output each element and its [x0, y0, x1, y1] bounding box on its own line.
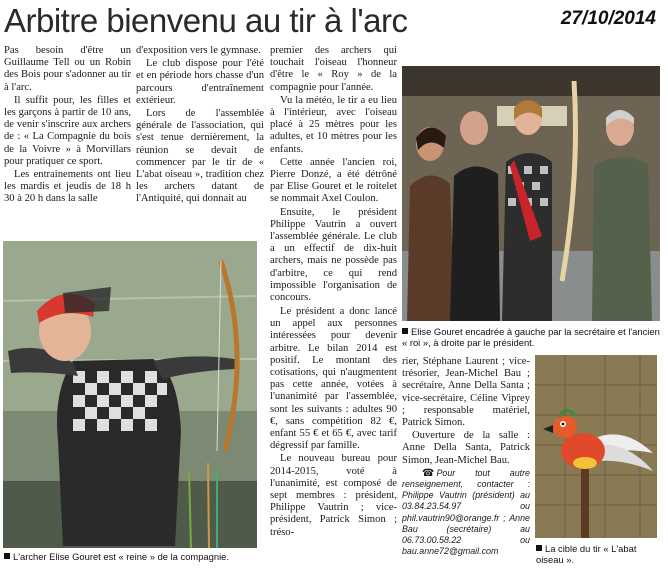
square-bullet-icon: [4, 553, 10, 559]
contact-info: [402, 468, 530, 558]
photo-caption-target: [536, 543, 658, 565]
paragraph: d'exposition vers le gymnase.: [136, 45, 261, 56]
caption-text: L'archer Elise Gouret est « reine » de la compagnie.: [13, 551, 229, 562]
photo-caption-group: [402, 326, 660, 348]
square-bullet-icon: [402, 328, 408, 334]
paragraph: Ouverture de la salle : Anne Della Santa, Patrick Simon, Jean-Michel Bau.: [402, 430, 530, 466]
caption-text: Elise Gouret encadrée à gauche par la secrétaire et l'ancien « roi », à droite par le président.: [402, 326, 660, 348]
paragraph: Pas besoin d'être un Guillaume Tell ou un Robin des Bois pour s'adonner au tir à l'arc.: [4, 45, 131, 93]
photo-caption-archer: [4, 551, 258, 562]
article-column-3: [270, 45, 397, 305]
paragraph: Le nouveau bureau pour 2014-2015, voté à l'unanimité, est composé de sept membres : président, Philippe Vautrin ; vice-président, Patrick Simon ; tréso-: [270, 453, 397, 538]
paragraph: Le club dispose pour l'été et en période hors chasse d'un parcours d'entraînement extérieur.: [136, 58, 264, 106]
article-column-4: [402, 356, 530, 558]
paragraph: Ensuite, le président Philippe Vautrin a ouvert l'assemblée générale. Le club a un effectif de dix-huit archers, mais ne possède pas d'arbitre, ce qui rend impossible l'organisation de concours.: [270, 206, 397, 304]
paragraph: Il suffit pour, les filles et les garçons à partir de 10 ans, de venir s'inscrire aux archers de : « La Compagnie du bois de la Voivre » à Morvillars pour pratiquer ce sport.: [4, 94, 131, 167]
paragraph: Lors de l'assemblée générale de l'association, qui s'est tenue dernièrement, la réunion se devait de commencer par le tir de « L'abat oiseau », tradition chez les archers datant de l'Antiquité, qui donnait au: [136, 108, 264, 205]
phone-icon: ☎: [422, 467, 435, 479]
caption-text: La cible du tir « L'abat oiseau ».: [536, 543, 637, 565]
article-column-2: [136, 45, 264, 207]
article-headline: Arbitre bienvenu au tir à l'arc: [4, 2, 408, 39]
paragraph: premier des archers qui touchait l'oiseau l'honneur d'être le « Roy » de la compagnie pour l'année.: [270, 45, 397, 93]
article-column-3-continued: [270, 306, 397, 540]
paragraph: Vu la météo, le tir a eu lieu à l'intérieur, avec l'oiseau placé à 25 mètres pour les adultes, et 10 mètres pour les enfants.: [270, 94, 397, 155]
photo-archer-elise: [3, 241, 257, 548]
square-bullet-icon: [536, 545, 542, 551]
paragraph: Les entrainements ont lieu les mardis et jeudis de 18 h 30 à 20 h dans la salle: [4, 169, 131, 205]
publication-date: 27/10/2014: [560, 8, 656, 29]
article-column-1: [4, 45, 131, 207]
paragraph: rier, Stéphane Laurent ; vice-trésorier, Jean-Michel Bau ; secrétaire, Anne Della Santa ; vice-secrétaire, Céline Viprey ; responsable matériel, Patrick Simon.: [402, 356, 530, 429]
photo-bird-target: [535, 355, 657, 538]
photo-group: [402, 66, 660, 321]
paragraph: Le président a donc lancé un appel aux personnes intéressées pour devenir arbitre. Le bilan 2014 est positif. Le montant des cotisations, qui n'augmentent pas cette année, votées à l'unanimité par l'assemblée, sont les suivants : adultes 90 €, sans compétition 82 €, enfant 55 € et 65 €, avec tarif dégressif par famille.: [270, 306, 397, 452]
paragraph: Cette année l'ancien roi, Pierre Donzé, a été détrôné par Elise Gouret et le roitelet se nommait Axel Coulon.: [270, 156, 397, 205]
contact-text: Pour tout autre renseignement, contacter : Philippe Vautrin (président) au 03.84.23.54.97 ou phil.vautrin90@orange.fr ; Anne Bau (secrétaire) au 06.73.00.58.22 ou bau.anne72@gmail.com: [402, 467, 530, 557]
